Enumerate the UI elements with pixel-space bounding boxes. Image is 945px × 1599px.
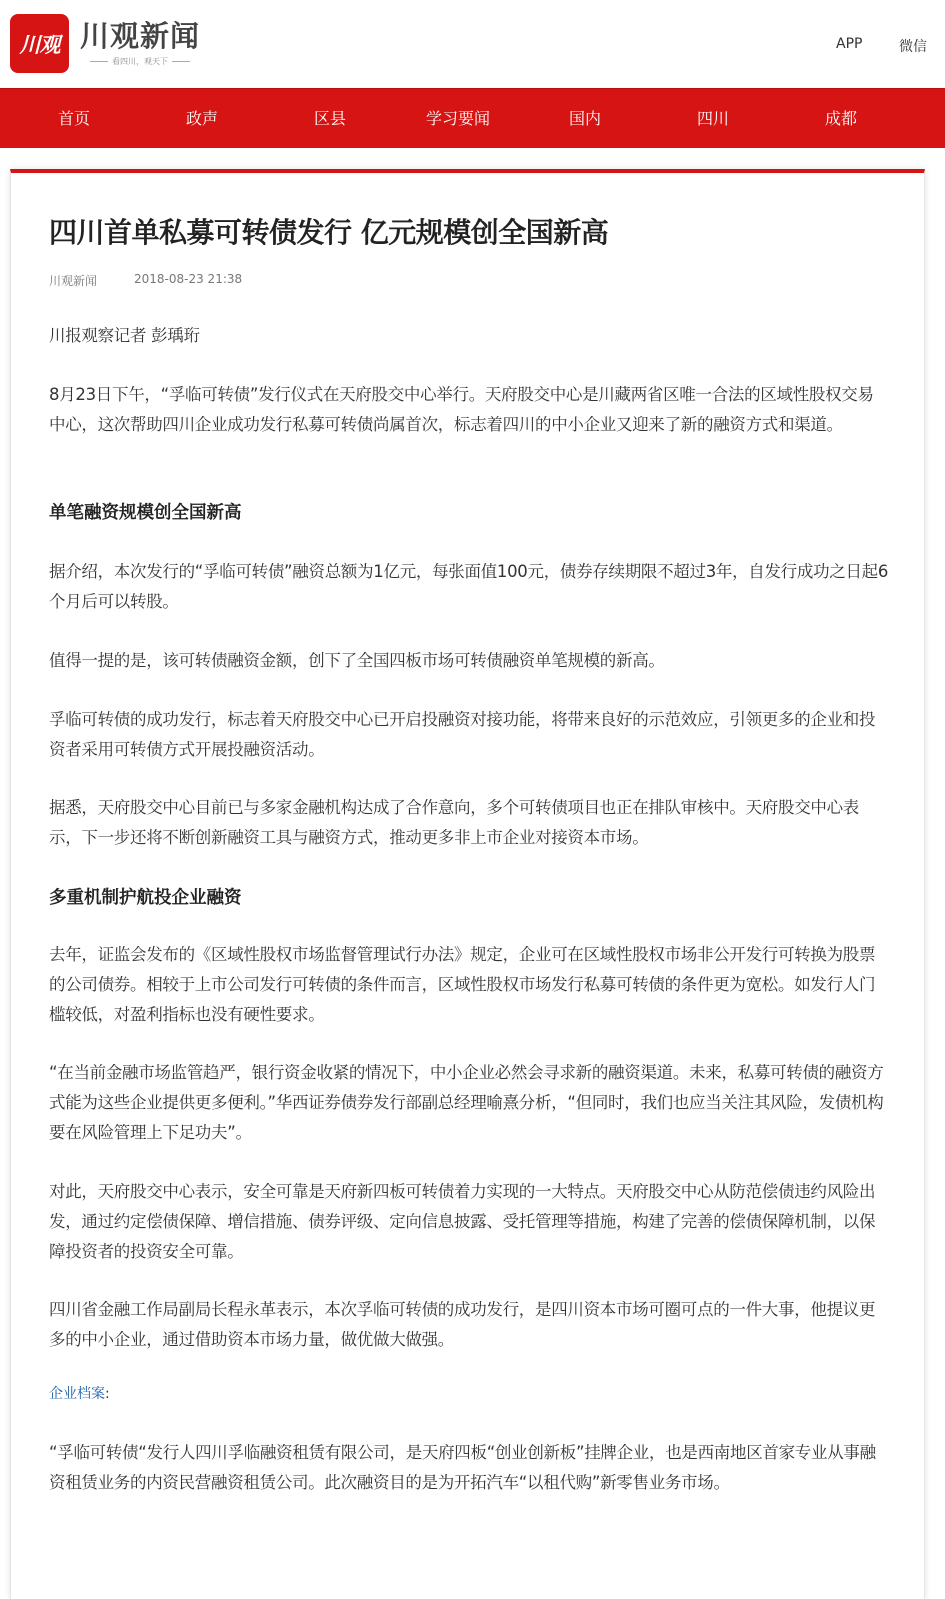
article-paragraph: 8月23日下午，“孚临可转债”发行仪式在天府股交中心举行。天府股交中心是川藏两省区唯一合法的区域性股权交易中心，这次帮助四川企业成功发行私募可转债尚属首次，标志着四川的中小企业又迎来了新的融资方式和渠道。 bbox=[49, 385, 874, 434]
article-paragraph: 对此，天府股交中心表示，安全可靠是天府新四板可转债着力实现的一大特点。天府股交中心从防范偿债违约风险出发，通过约定偿债保障、增信措施、债券评级、定向信息披露、受托管理等措施，构建了完善的偿债保障机制，以保障投资者的投资安全可靠。 bbox=[49, 1182, 876, 1261]
main-nav bbox=[0, 88, 945, 148]
logo-text: 川观 bbox=[19, 31, 60, 57]
article-paragraph: 值得一提的是，该可转债融资金额，创下了全国四板市场可转债融资单笔规模的新高。 bbox=[49, 651, 665, 670]
nav-item-sichuan[interactable]: 四川 bbox=[696, 109, 729, 128]
article-paragraph: “在当前金融市场监管趋严，银行资金收紧的情况下，中小企业必然会寻求新的融资渠道。未来，私募可转债的融资方式能为这些企业提供更多便利。”华西证券债券发行部副总经理喻熹分析，“但同时，我们也应当关注其风险，发债机构要在风险管理上下足功夫”。 bbox=[49, 1063, 884, 1142]
site-logo-icon[interactable] bbox=[10, 14, 69, 73]
nav-item-domestic[interactable]: 国内 bbox=[568, 109, 601, 128]
nav-item-study-news[interactable]: 学习要闻 bbox=[425, 109, 490, 128]
wechat-link[interactable]: 微信 bbox=[899, 39, 927, 55]
app-link[interactable]: APP bbox=[836, 36, 863, 52]
nav-item-politics[interactable]: 政声 bbox=[185, 109, 218, 128]
article-paragraph: 据悉，天府股交中心目前已与多家金融机构达成了合作意向，多个可转债项目也正在排队审核中。天府股交中心表示，下一步还将不断创新融资工具与融资方式，推动更多非上市企业对接资本市场。 bbox=[49, 798, 860, 847]
article-time: 2018-08-23 21:38 bbox=[134, 272, 243, 286]
article-paragraph: 四川省金融工作局副局长程永革表示，本次孚临可转债的成功发行，是四川资本市场可圈可点的一件大事，他提议更多的中小企业，通过借助资本市场力量，做优做大做强。 bbox=[49, 1300, 876, 1349]
article-card bbox=[10, 169, 925, 1599]
article-paragraph: 孚临可转债的成功发行，标志着天府股交中心已开启投融资对接功能，将带来良好的示范效应，引领更多的企业和投资者采用可转债方式开展投融资活动。 bbox=[49, 710, 876, 759]
article-paragraph: “孚临可转债“发行人四川孚临融资租赁有限公司，是天府四板“创业创新板”挂牌企业，也是西南地区首家专业从事融资租赁业务的内资民营融资租赁公司。此次融资目的是为开拓汽车“以租代购”新零售业务市场。 bbox=[49, 1443, 876, 1492]
top-header bbox=[0, 0, 945, 88]
site-name[interactable]: 川观新闻 bbox=[80, 19, 201, 53]
nav-item-home[interactable]: 首页 bbox=[57, 109, 90, 128]
company-archive-label[interactable] bbox=[49, 1383, 110, 1403]
site-slogan: 看四川，观天下 bbox=[80, 56, 200, 67]
article-title: 四川首单私募可转债发行 亿元规模创全国新高 bbox=[49, 216, 609, 249]
article-byline: 川报观察记者 彭瑀珩 bbox=[49, 326, 200, 345]
article-source: 川观新闻 bbox=[49, 274, 98, 288]
nav-item-chengdu[interactable]: 成都 bbox=[824, 109, 857, 128]
section-heading: 单笔融资规模创全国新高 bbox=[49, 503, 242, 523]
article-paragraph: 去年，证监会发布的《区域性股权市场监督管理试行办法》规定，企业可在区域性股权市场非公开发行可转换为股票的公司债券。相较于上市公司发行可转债的条件而言，区域性股权市场发行私募可转债的条件更为宽松。如发行人门槛较低，对盈利指标也没有硬性要求。 bbox=[49, 945, 876, 1024]
archive-colon: : bbox=[105, 1386, 110, 1402]
company-archive-link[interactable]: 企业档案 bbox=[49, 1386, 105, 1402]
article-paragraph: 据介绍，本次发行的“孚临可转债”融资总额为1亿元，每张面值100元，债券存续期限不超过3年，自发行成功之日起6个月后可以转股。 bbox=[49, 562, 889, 611]
nav-item-counties[interactable]: 区县 bbox=[313, 109, 346, 128]
section-heading: 多重机制护航投企业融资 bbox=[49, 888, 242, 908]
